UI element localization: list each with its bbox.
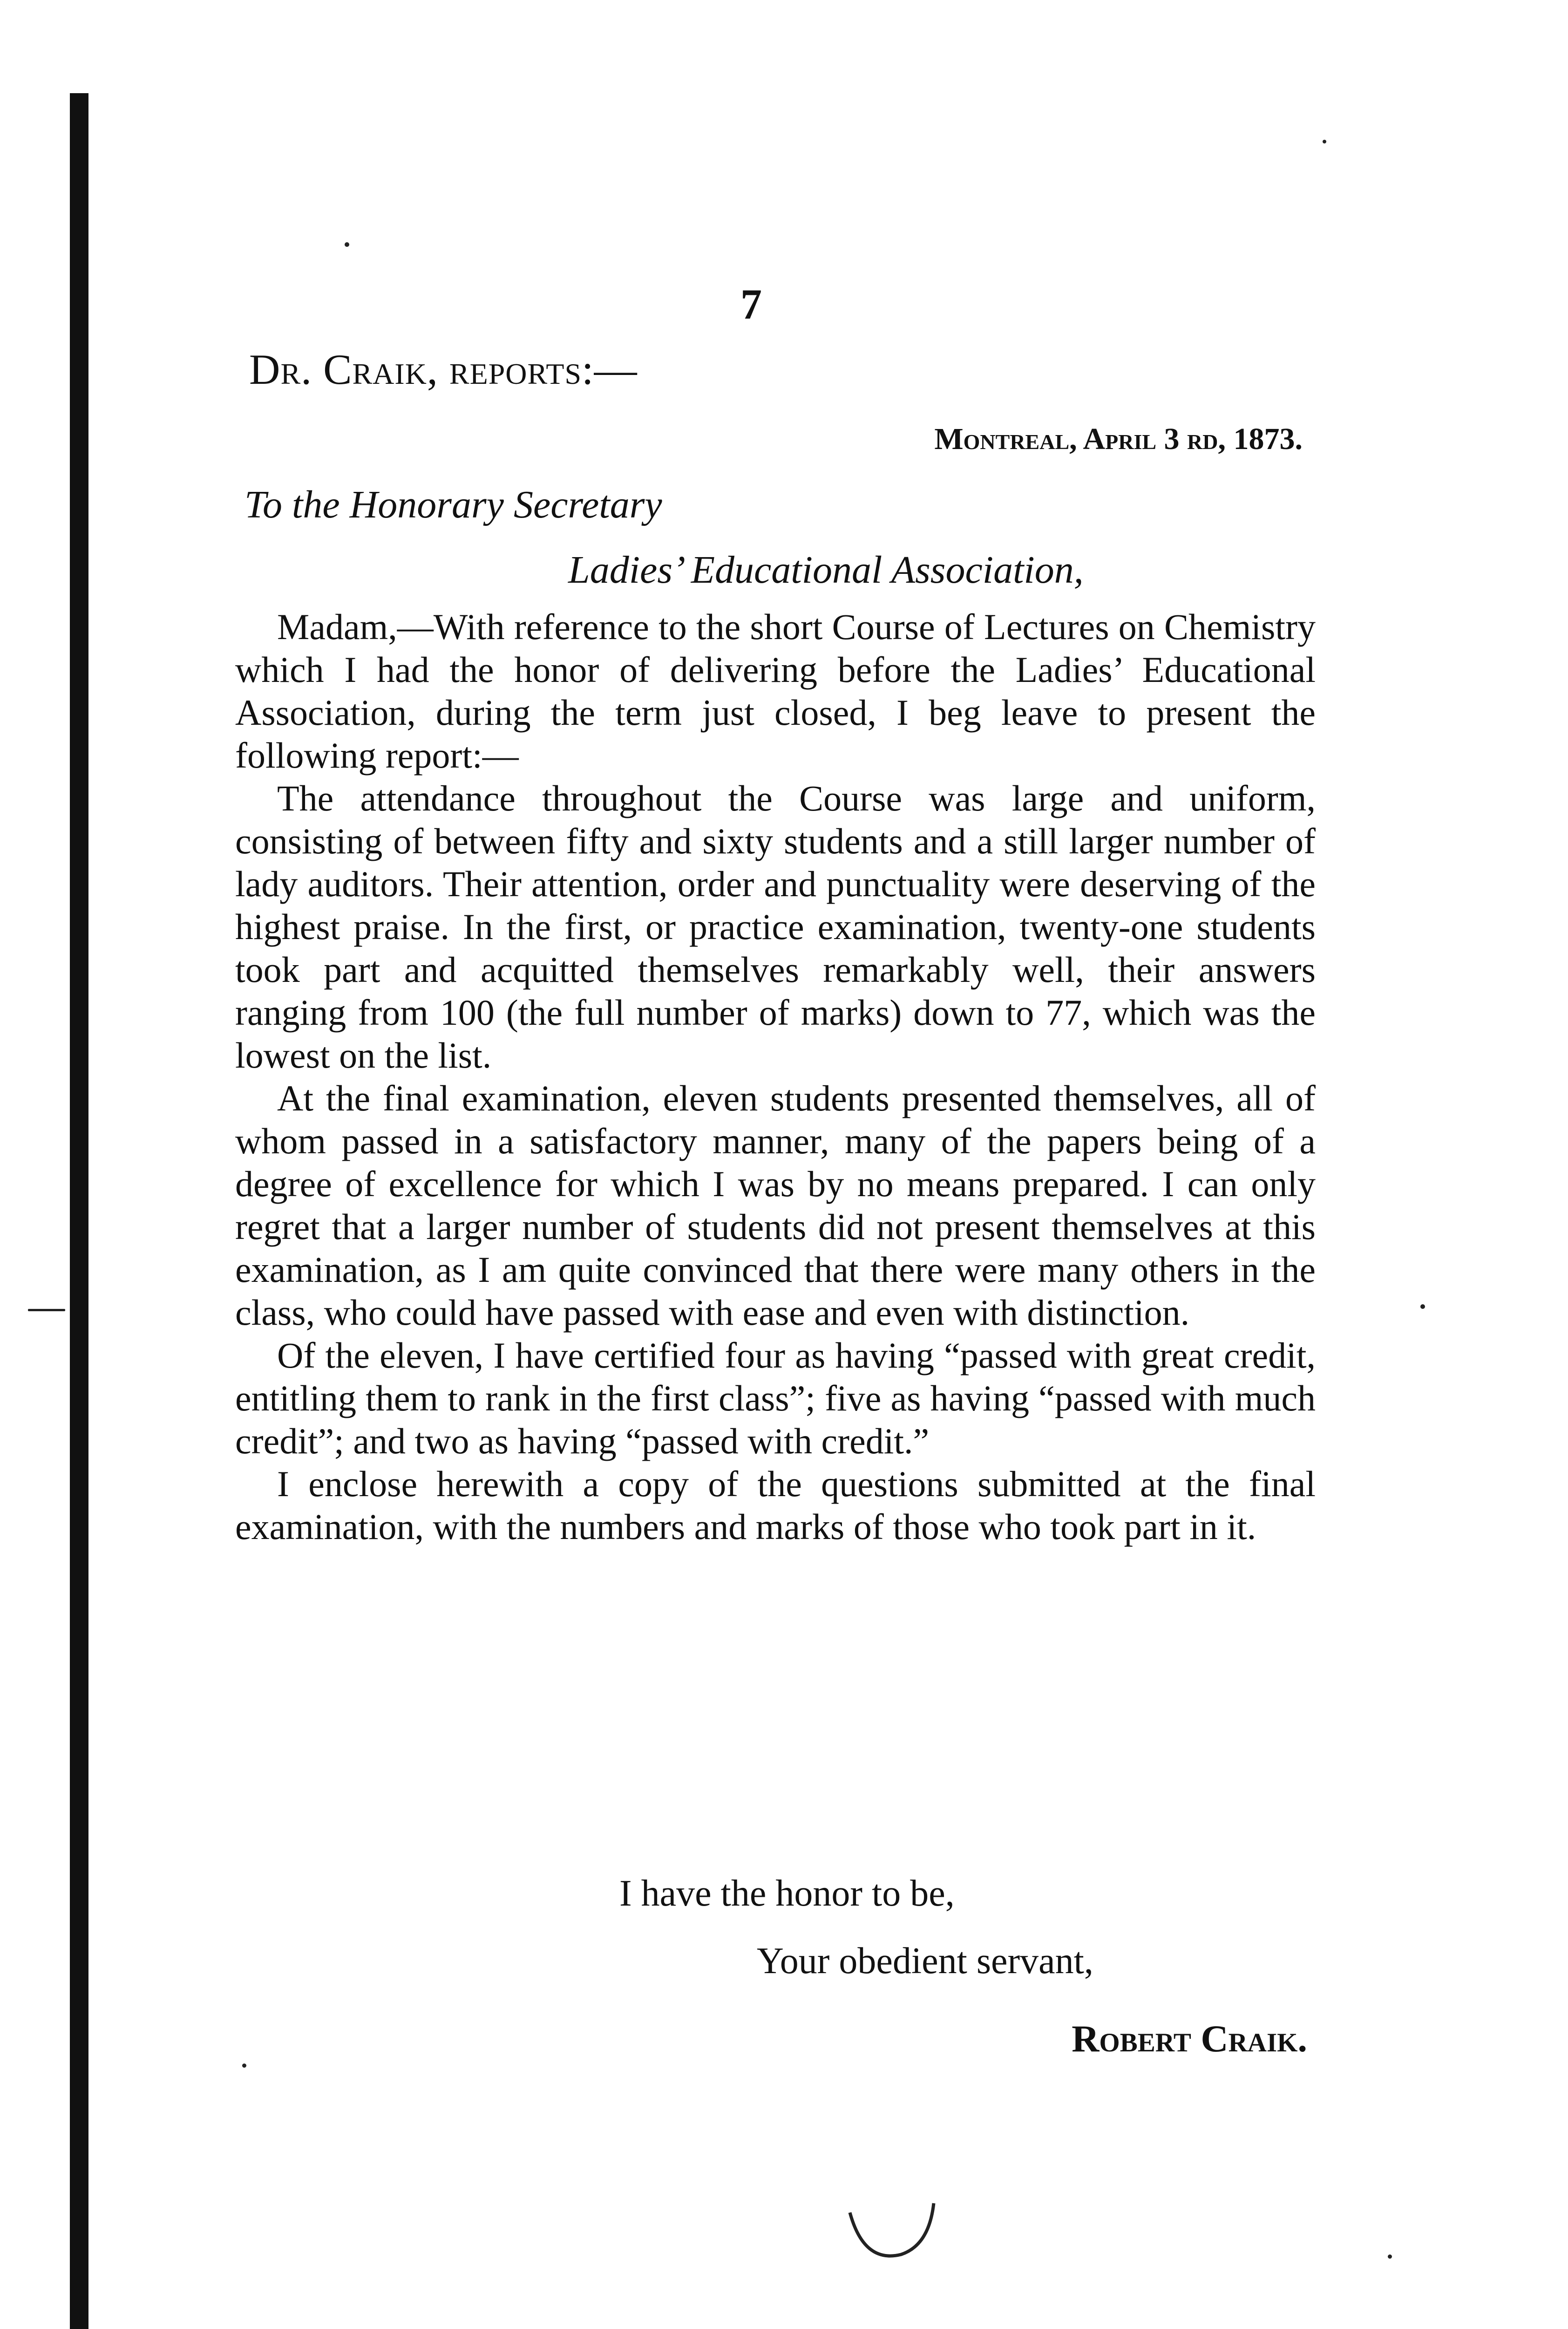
signature: Robert Craik.: [1072, 2017, 1307, 2060]
paragraph-3: At the final examination, eleven students presented themselves, all of whom passed in a satisfactory manner, many of the papers being of a degree of excellence for which I was by no means prepared. I can only regret that a larger number of students did not present themselves at this examination, as I am quite convinced that there were many others in the class, who could have passed with ease and even with distinction.: [235, 1078, 1316, 1333]
print-speck: [1388, 2254, 1392, 2259]
dateline: Montreal, April 3 rd, 1873.: [934, 422, 1303, 456]
closing-line-1: I have the honor to be,: [619, 1873, 955, 1914]
print-speck: [28, 1309, 65, 1311]
binding-edge: [70, 93, 88, 2329]
closing-line-2: Your obedient servant,: [757, 1941, 1093, 1982]
print-speck: [345, 242, 349, 247]
print-speck: [1420, 1304, 1425, 1309]
paragraph-2: The attendance throughout the Course was large and uniform, consisting of between fifty and sixty students and a still larger number of lady auditors. Their attention, order and punctuality were deserving of the highest praise. In the first, or practice examination, twenty-one students took part and acquitted themselves remarkably well, their answers ranging from 100 (the full number of marks) down to 77, which was the lowest on the list.: [235, 778, 1316, 1076]
reporter-heading: Dr. Craik, reports:—: [249, 346, 638, 393]
salutation-recipient: To the Honorary Secretary: [244, 483, 662, 526]
letter-body: [235, 606, 1316, 1548]
paragraph-4: Of the eleven, I have certified four as having “passed with great credit, entitling them to rank in the first class”; five as having “passed with much credit”; and two as having “passed with credit.”: [235, 1335, 1316, 1461]
print-speck: [242, 2063, 246, 2068]
salutation-organization: Ladies’ Educational Association,: [568, 548, 1084, 592]
pencil-mark: [845, 2199, 943, 2268]
paragraph-5: I enclose herewith a copy of the questions submitted at the final examination, with the numbers and marks of those who took part in it.: [235, 1464, 1316, 1547]
paragraph-1: Madam,—With reference to the short Course of Lectures on Chemistry which I had the honor of delivering before the Ladies’ Educational Association, during the term just closed, I beg leave to present the following report:—: [235, 606, 1316, 776]
page-number: 7: [740, 280, 762, 328]
print-speck: [1323, 140, 1326, 143]
